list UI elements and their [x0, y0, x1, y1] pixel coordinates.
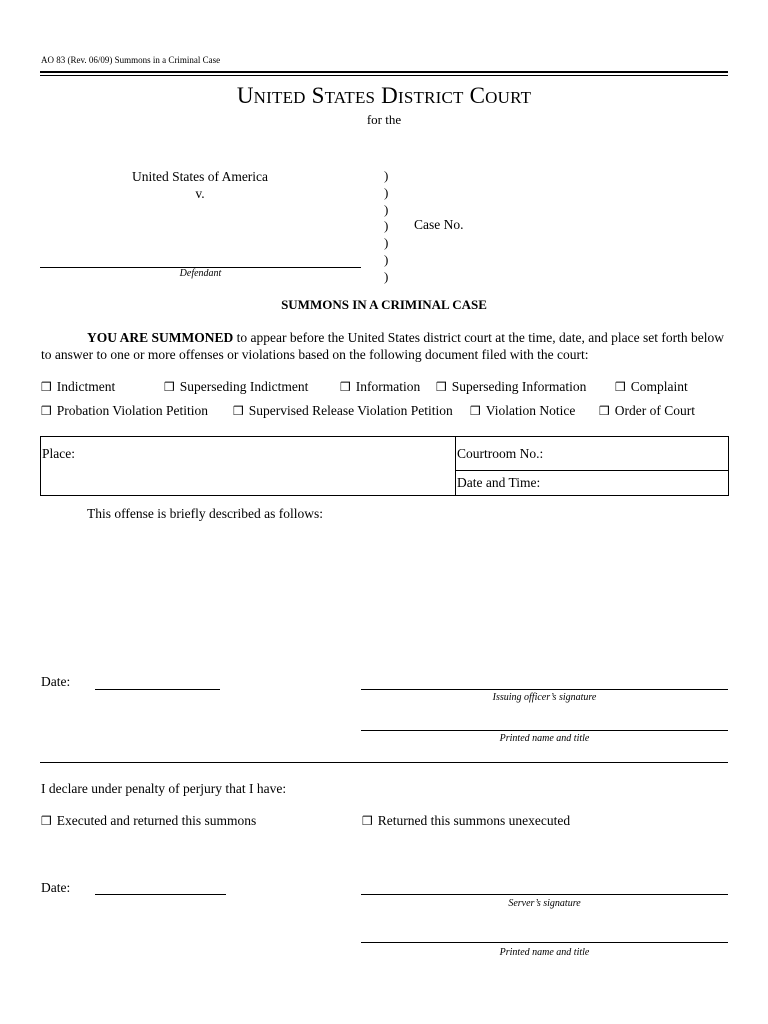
issue-date-line[interactable]: [95, 689, 220, 690]
summons-intro-bold: YOU ARE SUMMONED: [87, 330, 234, 345]
checkbox-icon: ❒: [164, 380, 175, 394]
header-rule-thin: [40, 75, 728, 76]
date-time-field[interactable]: Date and Time:: [457, 475, 541, 490]
checkbox-icon: ❒: [41, 814, 52, 828]
party-block: [40, 168, 360, 202]
checkbox-superseding-indictment[interactable]: ❒ Superseding Indictment: [164, 379, 309, 394]
checkbox-order-of-court[interactable]: ❒ Order of Court: [599, 403, 695, 418]
form-identifier: AO 83 (Rev. 06/09) Summons in a Criminal Case: [41, 55, 221, 65]
checkbox-icon: ❒: [41, 404, 52, 418]
server-name-caption: Printed name and title: [499, 947, 590, 958]
issue-date-label: Date:: [41, 674, 71, 689]
checkbox-icon: ❒: [615, 380, 626, 394]
summons-intro-text: to appear before the United States district court at the time, date, and place set forth below to answer to one or more offenses or violations based on the following document filed with the court:: [41, 330, 724, 362]
summons-intro: [41, 329, 729, 363]
checkbox-icon: ❒: [41, 380, 52, 394]
checkbox-violation-notice[interactable]: ❒ Violation Notice: [470, 403, 576, 418]
issuing-officer-name-caption: Printed name and title: [499, 733, 590, 744]
issuing-officer-signature-caption: Issuing officer’s signature: [492, 692, 597, 703]
caption-parentheses: ) ) ) ) ) ) ): [384, 168, 389, 284]
checkbox-executed-returned[interactable]: ❒ Executed and returned this summons: [41, 813, 257, 828]
table-divider-horizontal: [455, 470, 728, 471]
checkbox-probation-violation-petition[interactable]: ❒ Probation Violation Petition: [41, 403, 208, 418]
checkbox-icon: ❒: [599, 404, 610, 418]
plaintiff-name: United States of America: [131, 169, 269, 184]
place-field[interactable]: Place:: [42, 446, 75, 461]
defendant-label: Defendant: [179, 268, 222, 279]
checkbox-indictment[interactable]: ❒ Indictment: [41, 379, 116, 394]
issuing-officer-name-line[interactable]: [361, 730, 728, 731]
issuing-officer-signature-line[interactable]: [361, 689, 728, 690]
case-number-label: Case No.: [414, 217, 464, 232]
location-table: [40, 436, 729, 496]
perjury-declaration: I declare under penalty of perjury that I have:: [41, 781, 287, 796]
for-the-text: for the: [366, 112, 402, 127]
checkbox-superseding-information[interactable]: ❒ Superseding Information: [436, 379, 587, 394]
checkbox-icon: ❒: [340, 380, 351, 394]
checkbox-supervised-release-violation-petition[interactable]: ❒ Supervised Release Violation Petition: [233, 403, 453, 418]
checkbox-icon: ❒: [362, 814, 373, 828]
server-name-line[interactable]: [361, 942, 728, 943]
table-divider-vertical: [455, 437, 456, 495]
checkbox-icon: ❒: [436, 380, 447, 394]
summons-heading: SUMMONS IN A CRIMINAL CASE: [281, 297, 487, 312]
checkbox-icon: ❒: [470, 404, 481, 418]
offense-description-label: This offense is briefly described as follows:: [87, 506, 323, 521]
versus-text: v.: [195, 186, 205, 201]
court-title: UNITED STATES DISTRICT COURT: [236, 83, 532, 108]
return-date-line[interactable]: [95, 894, 226, 895]
return-date-label: Date:: [41, 880, 71, 895]
checkbox-complaint[interactable]: ❒ Complaint: [615, 379, 688, 394]
checkbox-returned-unexecuted[interactable]: ❒ Returned this summons unexecuted: [362, 813, 571, 828]
server-signature-line[interactable]: [361, 894, 728, 895]
checkbox-icon: ❒: [233, 404, 244, 418]
section-divider: [40, 762, 728, 763]
header-rule-thick: [40, 71, 728, 73]
checkbox-information[interactable]: ❒ Information: [340, 379, 421, 394]
courtroom-field[interactable]: Courtroom No.:: [457, 446, 544, 461]
server-signature-caption: Server’s signature: [508, 898, 581, 909]
